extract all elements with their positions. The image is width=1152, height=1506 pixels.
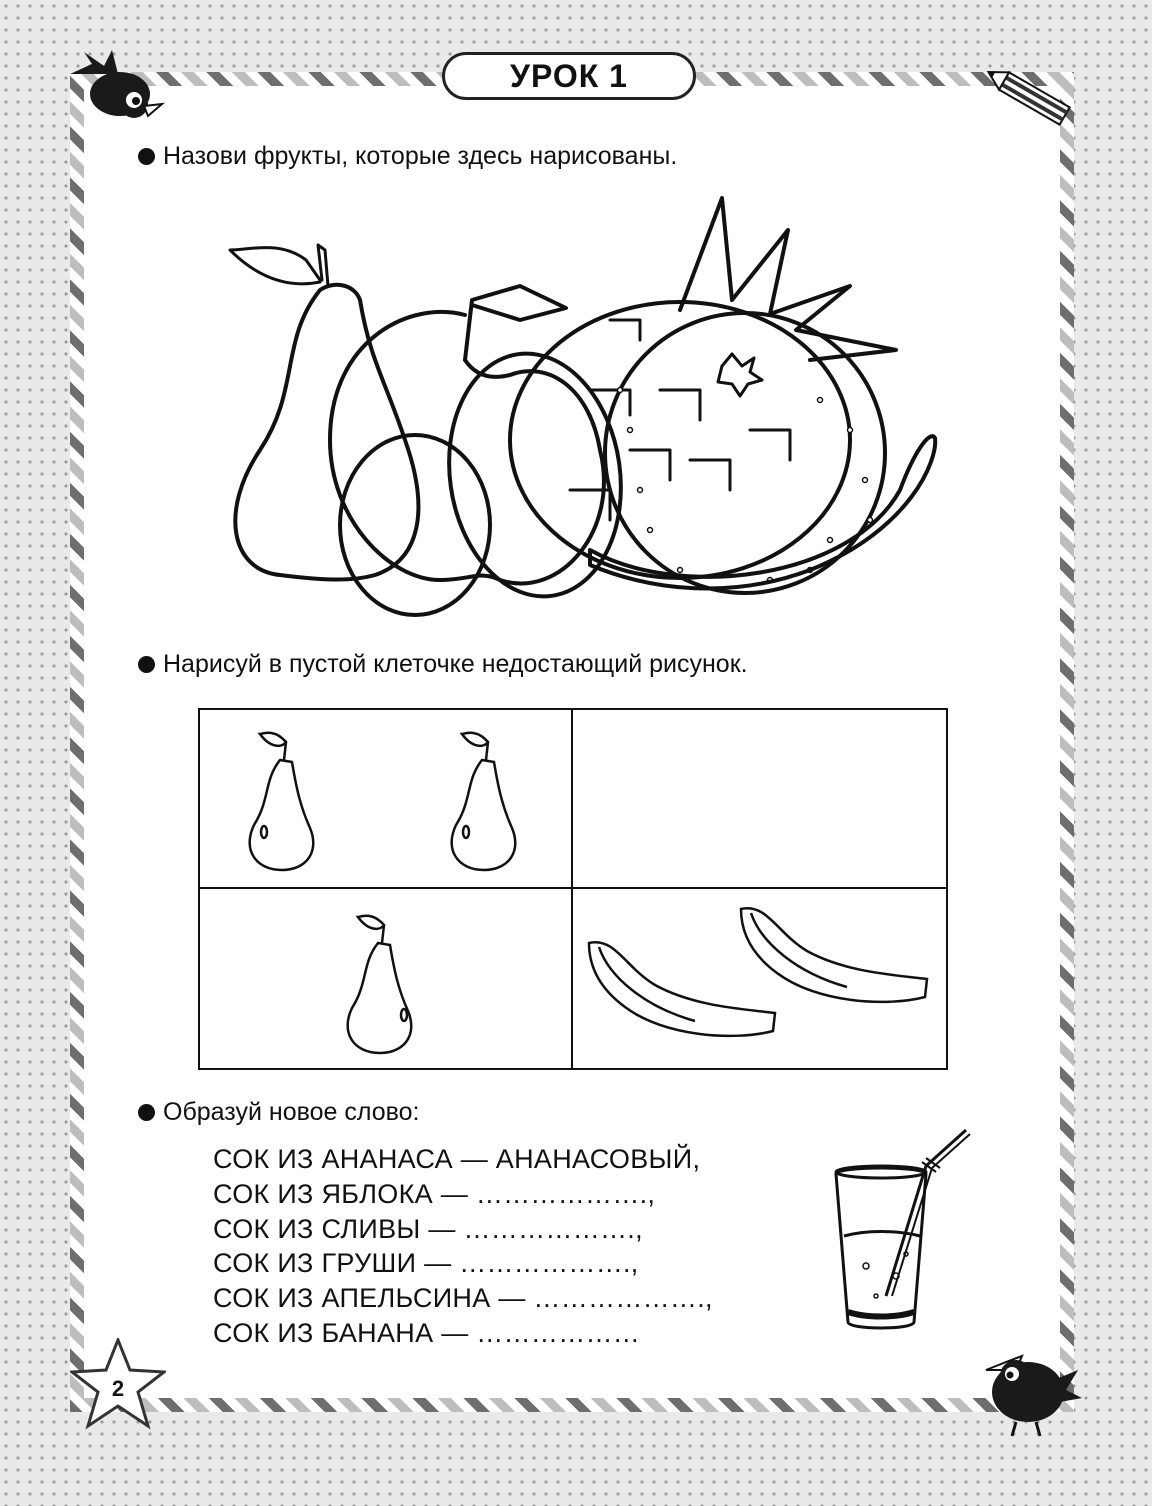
page-number-badge — [70, 1338, 166, 1430]
page-number: 2 — [111, 1376, 125, 1401]
fruit-composition-illustration — [210, 190, 950, 620]
juice-line[interactable]: СОК ИЗ ГРУШИ — ………………., — [213, 1248, 639, 1279]
bullet-icon — [138, 1104, 155, 1121]
grid-cell-two-pears — [200, 710, 573, 889]
pear-icon — [446, 720, 526, 875]
banana-icon — [737, 903, 937, 1023]
task-text: Назови фрукты, которые здесь нарисованы. — [163, 142, 678, 170]
juice-line: СОК ИЗ АНАНАСА — АНАНАСОВЫЙ, — [213, 1144, 701, 1174]
juice-word-list — [213, 1142, 713, 1351]
grid-cell-empty[interactable] — [573, 710, 946, 889]
task-text: Образуй новое слово: — [163, 1098, 420, 1126]
task-text: Нарисуй в пустой клеточке недостающий рисунок. — [163, 650, 748, 678]
drawing-grid — [198, 708, 948, 1070]
task-draw — [138, 650, 748, 679]
juice-line[interactable]: СОК ИЗ ЯБЛОКА — ………………., — [213, 1178, 656, 1209]
pear-icon — [244, 720, 324, 875]
glass-icon — [826, 1126, 986, 1332]
juice-line[interactable]: СОК ИЗ БАНАНА — ……………… — [213, 1317, 641, 1348]
grid-cell-two-bananas — [573, 889, 946, 1068]
bird-bottom-right-icon — [966, 1340, 1086, 1440]
bullet-icon — [138, 656, 155, 673]
pencil-icon — [980, 56, 1080, 136]
pear-icon — [342, 903, 422, 1058]
bird-top-left-icon — [62, 44, 174, 134]
bullet-icon — [138, 148, 155, 165]
task-words — [138, 1098, 419, 1127]
juice-line[interactable]: СОК ИЗ АПЕЛЬСИНА — ………………., — [213, 1283, 713, 1314]
grid-cell-one-pear — [200, 889, 573, 1068]
task-name-fruits — [138, 142, 677, 171]
juice-line[interactable]: СОК ИЗ СЛИВЫ — ………………., — [213, 1213, 643, 1244]
lesson-title: УРОК 1 — [442, 52, 696, 100]
